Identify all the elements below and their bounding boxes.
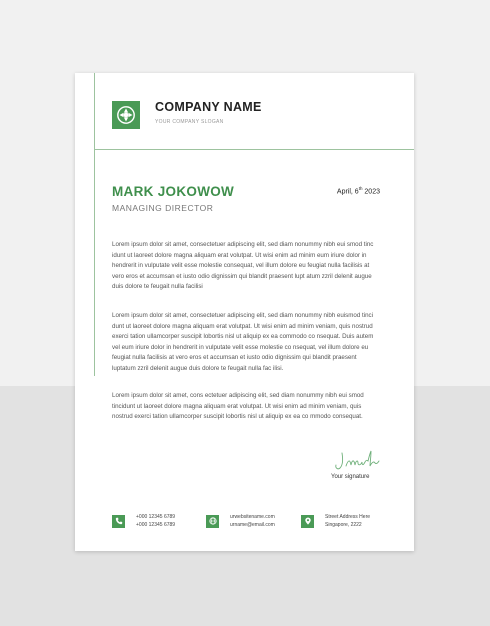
- sender-title: MANAGING DIRECTOR: [112, 203, 214, 213]
- shutter-logo-icon: [116, 105, 136, 125]
- date-prefix: April, 6: [336, 188, 359, 196]
- contact-footer: [112, 513, 382, 531]
- letter-date: [337, 186, 380, 195]
- letterhead-page: [75, 73, 414, 551]
- contact-address: [301, 513, 370, 529]
- date-ordinal: th: [358, 186, 363, 191]
- body-paragraph-1: Lorem ipsum dolor sit amet, consectetuer adipiscing elit, sed diam nonummy nibh eui smod tinc idunt ut laoreet dolore magna aliquam erat volutpat. Ut wisi enim ad minim eum iriure dolor in hendrerit in vulputate velit esse molestie consequat, vel illum dolore eu feugiat nulla facilisis at vero eros et accumsan et iusto odio dignissim qui blandit praesent lupt atum zzril delenit augue duis dolore te feugait nulla facilisi: [112, 241, 374, 290]
- body-paragraph-3: Lorem ipsum dolor sit amet, cons ectetuer adipiscing elit, sed diam nonummy nibh eui smod tincidunt ut laoreet dolore magna aliquam erat volutpat. Ut wisi enim ad minim veniam, quis nostrud exerci tation ullamcorper suscipit lobortis nisl ut aliquip ex ea co mmodo consequat.: [112, 392, 364, 420]
- header-divider: [94, 149, 414, 150]
- sender-name: MARK JOKOWOW: [112, 184, 235, 199]
- company-logo: [112, 101, 140, 129]
- address-line-2: Singapore, 2222: [325, 522, 362, 528]
- vertical-accent-line: [94, 73, 95, 376]
- phone-line-1[interactable]: +000 12345 6789: [136, 514, 176, 520]
- handwritten-signature: [332, 449, 382, 473]
- phone-line-2[interactable]: +000 12345 6789: [136, 522, 176, 528]
- contact-web: [206, 513, 275, 529]
- globe-icon: [206, 515, 219, 528]
- body-paragraph-2: Lorem ipsum dolor sit amet, consectetuer adipiscing elit, sed diam nonummy nibh euismod tinci dunt ut laoreet dolore magna aliquam erat volutpat. Ut wisi enim ad minim veniam, quis nostrud exerci tation ullamcorper suscipit lobortis nisl ut aliquip ex ea commodo co nsequat. Duis autem vel eum iriure dolor in hendrerit in vulputate velit esse molestie co nsequat, vel illum dolore eu feugiat nulla facilisis at vero eros et accumsan et iusto odio dignissim qui blandit praesent luptatum zzril delenit augue duis dolore te feugait nulla fac ilisi.: [112, 312, 374, 372]
- email-link[interactable]: urname@email.com: [230, 522, 275, 528]
- contact-phone: [112, 513, 175, 529]
- company-name: COMPANY NAME: [155, 100, 262, 114]
- website-link[interactable]: urwebsitename.com: [230, 514, 275, 520]
- phone-icon: [112, 515, 125, 528]
- location-pin-icon: [301, 515, 314, 528]
- signature-label: Your signature: [331, 474, 370, 480]
- date-year: 2023: [362, 188, 380, 196]
- address-line-1: Street Address Here: [325, 514, 371, 520]
- company-slogan: YOUR COMPANY SLOGAN: [155, 119, 224, 125]
